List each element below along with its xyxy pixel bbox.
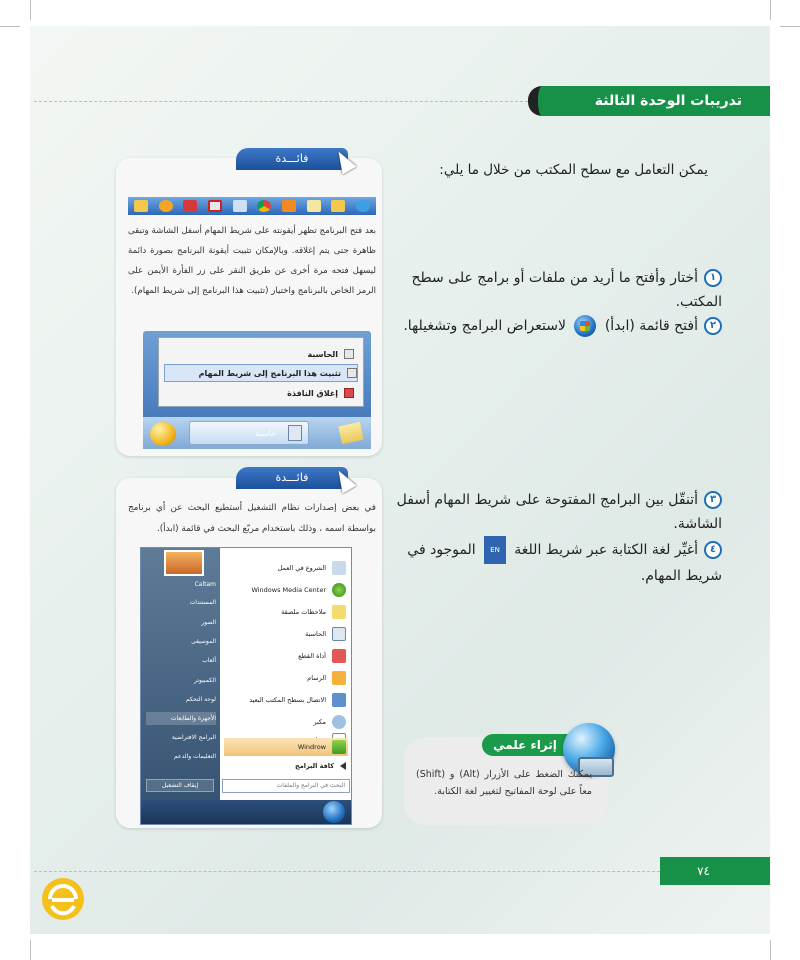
- sticky-notes-icon: [332, 605, 346, 619]
- start-menu-program[interactable]: مكبر: [224, 711, 348, 733]
- step-text: أتنقّل بين البرامج المفتوحة على شريط المهام أسفل الشاشة.: [396, 492, 722, 532]
- step-text: أختار وأفتح ما أريد من ملفات أو برامج على سطح المكتب.: [411, 270, 722, 310]
- shutdown-button[interactable]: إيقاف التشغيل: [146, 779, 214, 792]
- pdf-icon: [208, 200, 222, 212]
- crop-mark: [770, 940, 771, 960]
- benefit-text-2: في بعض إصدارات نظام التشغيل أستطيع البحث عن أي برنامج بواسطة اسمه ، وذلك باستخدام مربّع البحث في قائمة (ابدأ).: [128, 503, 376, 534]
- getting-started-icon: [332, 561, 346, 575]
- start-menu-program[interactable]: الشروع في العمل: [224, 557, 348, 579]
- calculator-icon: [288, 425, 302, 441]
- footer-dotted-line: [34, 871, 660, 872]
- start-menu-program[interactable]: ملاحظات ملصقة: [224, 601, 348, 623]
- folder-icon: [331, 200, 345, 212]
- start-menu-program[interactable]: Windows Media Center: [224, 579, 348, 601]
- taskbar: [141, 800, 351, 824]
- start-menu-left-item[interactable]: الأجهزة والطابعات: [146, 712, 216, 725]
- arrow-right-icon: [340, 762, 346, 770]
- tools-icon: [183, 200, 197, 212]
- step-number: ٤: [704, 541, 722, 559]
- start-menu-program[interactable]: الاتصال بسطح المكتب البعيد: [224, 689, 348, 711]
- start-menu-program[interactable]: الرسام: [224, 667, 348, 689]
- start-menu-left-item[interactable]: ألعاب: [202, 657, 216, 664]
- jumplist-item-close[interactable]: إغلاق النافذة: [164, 384, 354, 402]
- jumplist-item[interactable]: الحاسبة: [164, 345, 354, 363]
- pin-icon: [347, 368, 357, 378]
- media-center-icon: [332, 583, 346, 597]
- chrome-icon: [257, 200, 271, 212]
- benefit-tab-2: فائـــدة: [236, 467, 348, 489]
- intro-text: يمكن التعامل مع سطح المكتب من خلال ما يلي:: [439, 162, 708, 178]
- close-icon: [344, 388, 354, 398]
- benefit-tab-1: فائـــدة: [236, 148, 348, 170]
- calculator-icon: [332, 627, 346, 641]
- step-1: [392, 266, 722, 314]
- unit-title-tab: [528, 86, 770, 116]
- start-menu-left-item[interactable]: Caltam: [194, 581, 216, 588]
- magnifier-icon: [332, 715, 346, 729]
- start-menu-program[interactable]: أداة القطع: [224, 645, 348, 667]
- start-menu-left-item[interactable]: المستندات: [189, 599, 216, 606]
- step-text: أفتح قائمة (ابدأ): [604, 318, 698, 334]
- start-menu-program[interactable]: الحاسبة: [224, 623, 348, 645]
- window-icon: [233, 200, 247, 212]
- notes-icon: [307, 200, 321, 212]
- paint-icon: [332, 671, 346, 685]
- media-icon: [282, 200, 296, 212]
- start-menu-left-item[interactable]: الموسيقى: [191, 638, 216, 645]
- start-menu-left-item[interactable]: الصور: [201, 619, 216, 626]
- publisher-logo: [40, 876, 86, 922]
- start-menu-left-item[interactable]: لوحة التحكم: [185, 696, 216, 703]
- language-bar-icon: EN: [484, 536, 506, 564]
- calculator-taskbar-button[interactable]: حاسبة: [189, 421, 309, 445]
- remote-desktop-icon: [332, 693, 346, 707]
- start-menu-left-item[interactable]: الكمبيوتر: [194, 677, 216, 684]
- step-number: ٣: [704, 491, 722, 509]
- paint-icon[interactable]: [150, 422, 176, 446]
- start-menu-left-item[interactable]: البرامج الافتراضية: [171, 734, 216, 741]
- crop-mark: [0, 26, 20, 27]
- step-number: ١: [704, 269, 722, 287]
- all-programs[interactable]: كافة البرامج: [224, 757, 348, 775]
- folder-icon: [134, 200, 148, 212]
- enrichment-text: يمكنك الضغط على الأزرار (Alt) و (Shift) معاً على لوحة المفاتيح لتغيير لغة الكتابة.: [416, 769, 592, 797]
- step-text-continued: لاستعراض البرامج وتشغيلها.: [403, 318, 566, 334]
- crop-mark: [30, 940, 31, 960]
- step-4: [392, 536, 722, 588]
- ie-icon: [356, 200, 370, 212]
- taskbar-icons-strip: [128, 197, 376, 215]
- start-menu-left-item[interactable]: التعليمات والدعم: [174, 753, 216, 760]
- header-dotted-line: [34, 101, 528, 102]
- step-text: أغيِّر لغة الكتابة عبر شريط اللغة: [514, 542, 698, 558]
- paint-icon: [159, 200, 173, 212]
- step-2: [392, 314, 722, 338]
- step-text-continued: الموجود في شريط المهام.: [407, 542, 722, 584]
- jumplist-item-pin[interactable]: تثبيت هذا البرنامج إلى شريط المهام: [164, 364, 358, 382]
- snipping-tool-icon: [332, 649, 346, 663]
- windows-start-icon: [574, 315, 596, 337]
- windows-icon: [332, 740, 346, 754]
- unit-title: تدريبات الوحدة الثالثة: [594, 93, 742, 109]
- step-number: ٢: [704, 317, 722, 335]
- start-menu-search-input[interactable]: البحث في البرامج والملفات: [222, 779, 350, 793]
- page-number: ٧٤: [697, 864, 710, 878]
- crop-mark: [770, 0, 771, 20]
- start-menu-program-highlighted[interactable]: Windrow: [224, 738, 348, 756]
- enrichment-tab: إثراء علمي: [482, 734, 568, 756]
- windows-start-button[interactable]: [323, 801, 345, 823]
- user-avatar: [164, 550, 204, 576]
- benefit-text-1: بعد فتح البرنامج تظهر أيقونته على شريط المهام أسفل الشاشة وتبقى ظاهرة حتى يتم إغلاقه. وبالإمكان تثبيت أيقونة البرنامج بصورة دائمة ليسهل فتحه مرة أخرى عن طريق النقر على زر الفأرة الأيمن على الرمز الخاص بالبرنامج واختيار (تثبيت هذا البرنامج إلى شريط المهام).: [128, 226, 376, 296]
- calculator-icon: [344, 349, 354, 359]
- step-3: [392, 488, 722, 536]
- page-number-tab: [660, 857, 770, 885]
- crop-mark: [30, 0, 31, 20]
- crop-mark: [780, 26, 800, 27]
